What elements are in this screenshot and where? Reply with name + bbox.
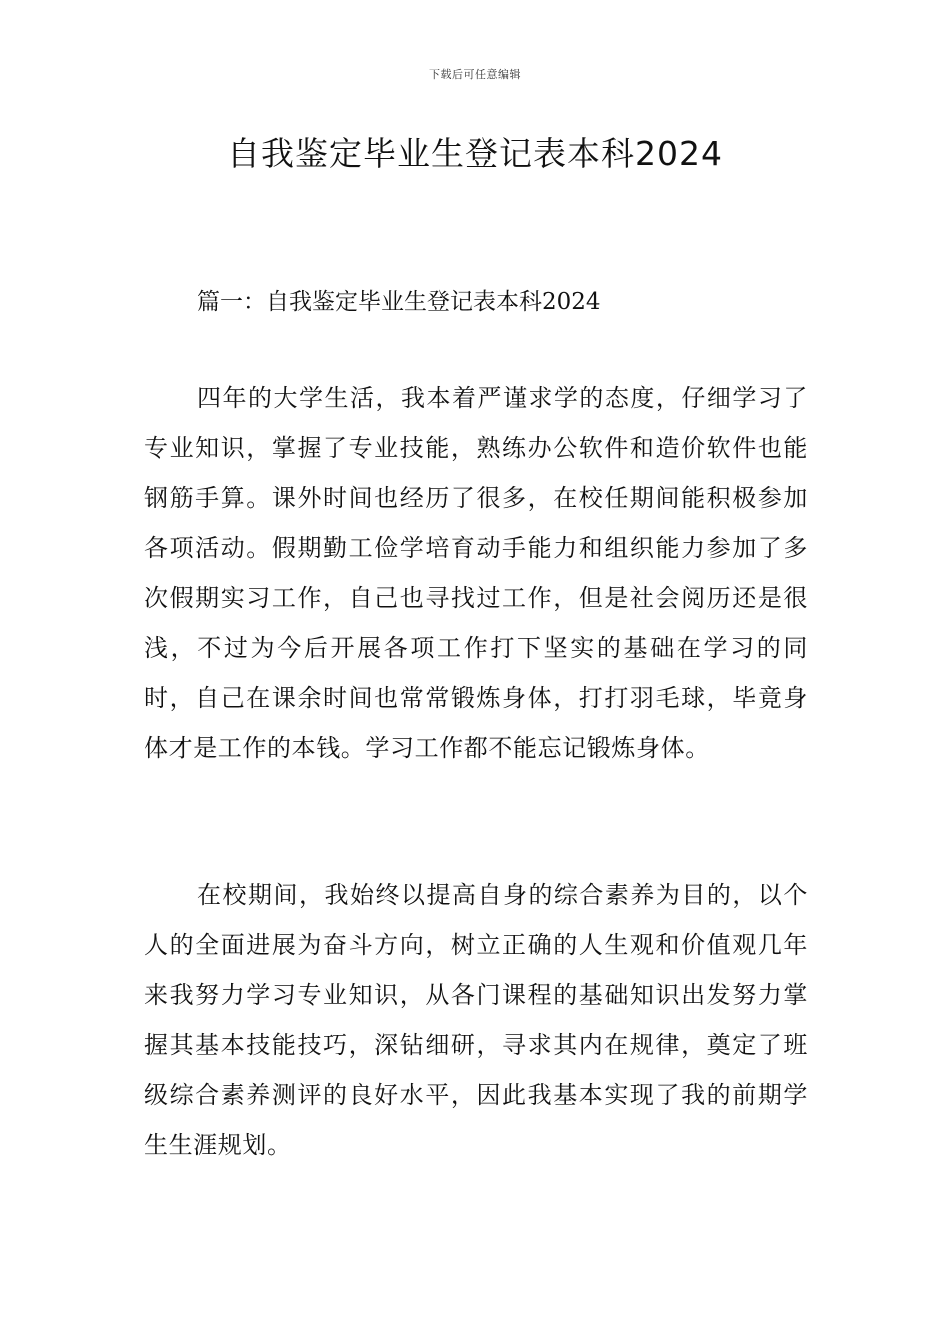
body-paragraph-2: 在校期间，我始终以提高自身的综合素养为目的，以个人的全面进展为奋斗方向，树立正确的人生观和价值观几年来我努力学习专业知识，从各门课程的基础知识出发努力掌握其基本技能技巧，深钻细研，寻求其内在规律，奠定了班级综合素养测评的良好水平，因此我基本实现了我的前期学生生涯规划。	[144, 881, 808, 1159]
document-title: 自我鉴定毕业生登记表本科2024	[227, 134, 723, 173]
header-note: 下载后可任意编辑	[429, 68, 521, 81]
body-paragraph-1: 四年的大学生活，我本着严谨求学的态度，仔细学习了专业知识，掌握了专业技能，熟练办公软件和造价软件也能钢筋手算。课外时间也经历了很多，在校任期间能积极参加各项活动。假期勤工俭学培育动手能力和组织能力参加了多次假期实习工作，自己也寻找过工作，但是社会阅历还是很浅，不过为今后开展各项工作打下坚实的基础在学习的同时，自己在课余时间也常常锻炼身体，打打羽毛球，毕竟身体才是工作的本钱。学习工作都不能忘记锻炼身体。	[144, 384, 808, 762]
section-heading: 篇一：自我鉴定毕业生登记表本科2024	[197, 289, 601, 315]
